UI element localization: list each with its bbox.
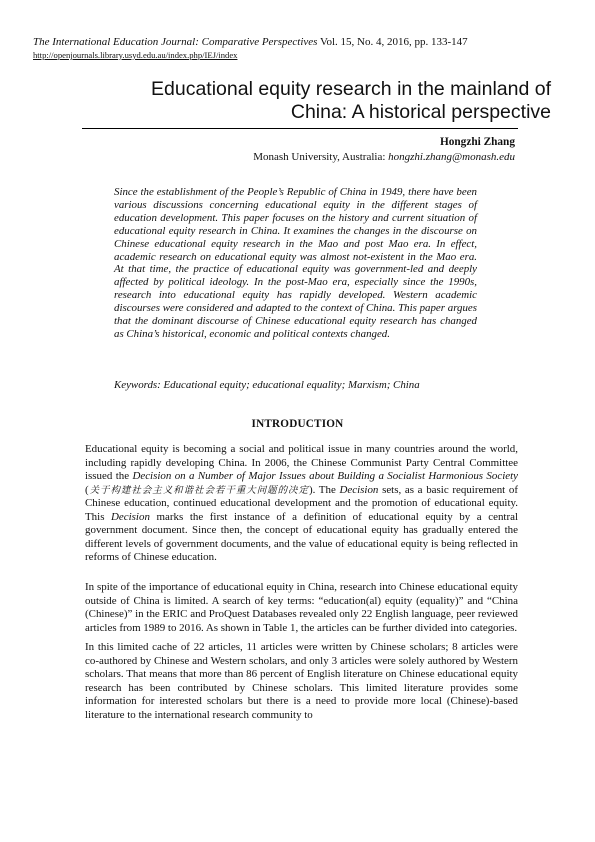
p1-text-g: sets, as a basic requirement of Chinese education, continued educational development and the promotion of educational equity. This [85, 483, 518, 523]
journal-name: The International Education Journal: Comparative Perspectives [33, 36, 318, 48]
keywords: Keywords: Educational equity; educational equality; Marxism; China [114, 379, 420, 391]
author-name: Hongzhi Zhang [439, 136, 515, 148]
introduction-paragraph-2: In spite of the importance of educational equity in China, research into Chinese educational equity outside of China is limited. A search of key terms: “education(al) equity (equality)” and “China (Chinese)” in the ERIC and ProQuest Databases revealed only 22 English language, peer reviewed articles from 1989 to 2016. As shown in Table 1, the articles can be further divided into categories. [85, 581, 518, 634]
affiliation-text: Monash University, Australia: [253, 151, 389, 163]
p1-text-e: ). The [308, 483, 340, 496]
introduction-paragraph-1 [85, 443, 518, 565]
p1-text-c: ( [85, 483, 89, 496]
introduction-paragraph-3: In this limited cache of 22 articles, 11 articles were written by Chinese scholars; 8 articles were co-authored by Chinese and Western scholars, and only 3 articles were solely authored by Western scholars. That means that more than 86 percent of English literature on Chinese educational equity research has been contributed by Chinese scholars. This limited literature provides some information for interested scholars but there is a need to provide more local (Chinese)-based literature to the international research community to [85, 641, 518, 721]
abstract: Since the establishment of the People’s Republic of China in 1949, there have been various discussions concerning educational equity in the different stages of education development. This paper focuses on the history and current situation of educational equity research in China. It examines the changes in the discourse on Chinese educational equity research in the Mao and post Mao era. In effect, academic research on educational equity was almost not-existent in the Mao era. At that time, the practice of educational equity was government-led and deeply affected by political ideology. In the post-Mao era, especially since the 1990s, research into educational equity has rapidly developed. Western academic discourses were considered and adapted to the context of China. This paper argues that the dominant discourse of Chinese educational equity research has changed as China’s historical, economic and political contexts changed. [114, 186, 477, 340]
p1-decision-title: Decision on a Number of Major Issues about Building a Socialist Harmonious Society [132, 470, 518, 482]
journal-url-link[interactable]: http://openjournals.library.usyd.edu.au/index.php/IEJ/index [33, 50, 238, 60]
title-line-1: Educational equity research in the mainland of [151, 78, 551, 100]
p1-text-a: Educational equity is becoming a social and political issue in many countries around the world, including rapidly developing China. In 2006, the Chinese Communist Party Central Committee issued the [85, 443, 518, 482]
title-divider [82, 128, 518, 129]
p1-text-i: marks the first instance of a definition of educational equity by a central government document. Since then, the concept of educational equity has gradually entered the different levels of government documents, and the value of educational equity is being reflected in reforms of Chinese education. [85, 510, 518, 563]
p1-decision-ref-1: Decision [339, 483, 379, 496]
author-email: hongzhi.zhang@monash.edu [388, 151, 515, 163]
author-affiliation [253, 150, 515, 164]
section-heading-introduction: INTRODUCTION [251, 418, 344, 430]
p1-decision-ref-2: Decision [111, 510, 150, 523]
journal-volume-pages: Vol. 15, No. 4, 2016, pp. 133-147 [317, 36, 468, 48]
title-line-2: China: A historical perspective [290, 101, 551, 123]
p1-chinese-title: 关于构建社会主义和谐社会若干重大问题的决定 [88, 484, 309, 496]
article-title [91, 78, 551, 124]
journal-citation-line [33, 36, 561, 49]
